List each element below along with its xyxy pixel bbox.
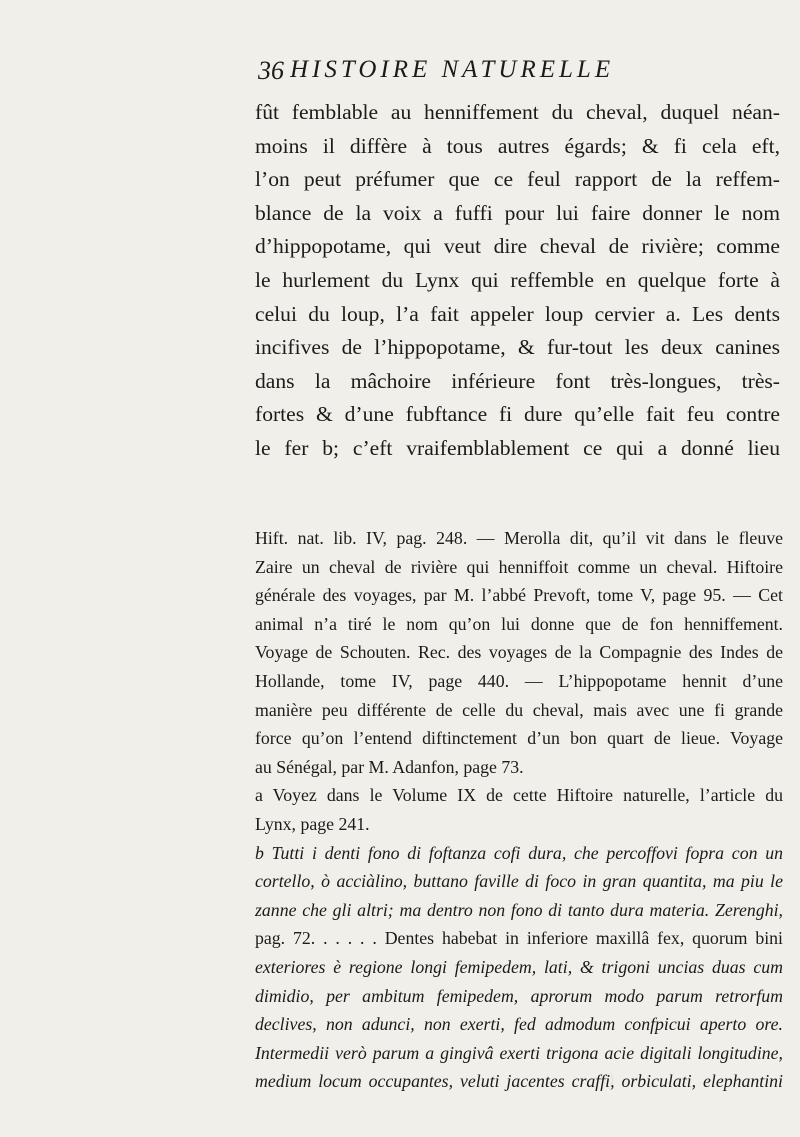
footnote-line: medium locum occupantes, veluti jacentes craffi, orbiculati, elephantini [255,1071,783,1092]
footnote-line: Zaire un cheval de rivière qui henniffoit comme un cheval. Hiftoire [255,556,783,577]
footnote-line: générale des voyages, par M. l’abbé Prevoft, tome V, page 95. — Cet [255,585,783,606]
main-text-line: le fer b; c’eft vraifemblablement ce qui a donné lieu [255,435,780,460]
main-text-block [255,96,780,466]
paper-mark [598,1070,613,1090]
footnote-line: Lynx, page 241. [255,813,370,834]
main-text-line: le hurlement du Lynx qui reffemble en quelque forte à [255,267,780,292]
footnotes-block [255,524,783,1096]
footnote-line: cortello, ò acciàlino, buttano faville di foco in gran quantita, ma piu le [255,871,783,892]
footnote-line: a Voyez dans le Volume IX de cette Hiftoire naturelle, l’article du [255,785,783,806]
footnote-line: zanne che gli altri; ma dentro non fono di tanto dura materia. Zerenghi, [255,899,783,920]
main-text-line: fortes & d’une fubftance fi dure qu’elle fait feu contre [255,402,780,427]
footnote-line: b Tutti i denti fono di foftanza cofi dura, che percoffovi fopra con un [255,842,783,863]
main-text-line: dans la mâchoire inférieure font très-longues, très- [255,368,780,393]
footnote-line: Voyage de Schouten. Rec. des voyages de la Compagnie des Indes de [255,642,783,663]
footnote-line: exteriores è regione longi femipedem, lati, & trigoni uncias duas cum [255,956,783,977]
footnote-line: au Sénégal, par M. Adanfon, page 73. [255,756,524,777]
footnote-line: Hollande, tome IV, page 440. — L’hippopotame hennit d’une [255,670,783,691]
footnote-line: pag. 72. . . . . . Dentes habebat in inferiore maxillâ fex, quorum bini [255,928,783,949]
main-text-line: fût femblable au henniffement du cheval, duquel néan- [255,100,780,124]
main-text-line: celui du loup, l’a fait appeler loup cervier a. Les dents [255,301,780,326]
main-text-line: incifives de l’hippopotame, & fur-tout les deux canines [255,335,780,360]
footnote-line: Intermedii verò parum a gingivâ exerti trigona acie digitali longitudine, [255,1042,783,1063]
page-number: 36 [258,56,284,85]
main-text-line: l’on peut préfumer que ce feul rapport de la reffem- [255,167,780,192]
footnote-line: animal n’a tiré le nom qu’on lui donne que de fon henniffement. [255,613,783,634]
footnote-line: dimidio, per ambitum femipedem, aprorum modo parum retrorfum [255,985,783,1006]
running-title: HISTOIRE NATURELLE [290,56,615,83]
page-header [0,52,800,92]
main-text-line: moins il diffère à tous autres égards; & fi cela eft, [255,133,780,158]
footnote-line: force qu’on l’entend diftinctement d’un bon quart de lieue. Voyage [255,728,783,749]
footnote-line: Hift. nat. lib. IV, pag. 248. — Merolla dit, qu’il vit dans le fleuve [255,528,783,548]
main-text-line: blance de la voix a fuffi pour lui faire donner le nom [255,200,780,225]
main-text-line: d’hippopotame, qui veut dire cheval de rivière; comme [255,234,780,259]
footnote-line: declives, non adunci, non exerti, fed admodum confpicui aperto ore. [255,1014,783,1035]
footnote-line: manière peu différente de celle du cheval, mais avec une fi grande [255,699,783,720]
